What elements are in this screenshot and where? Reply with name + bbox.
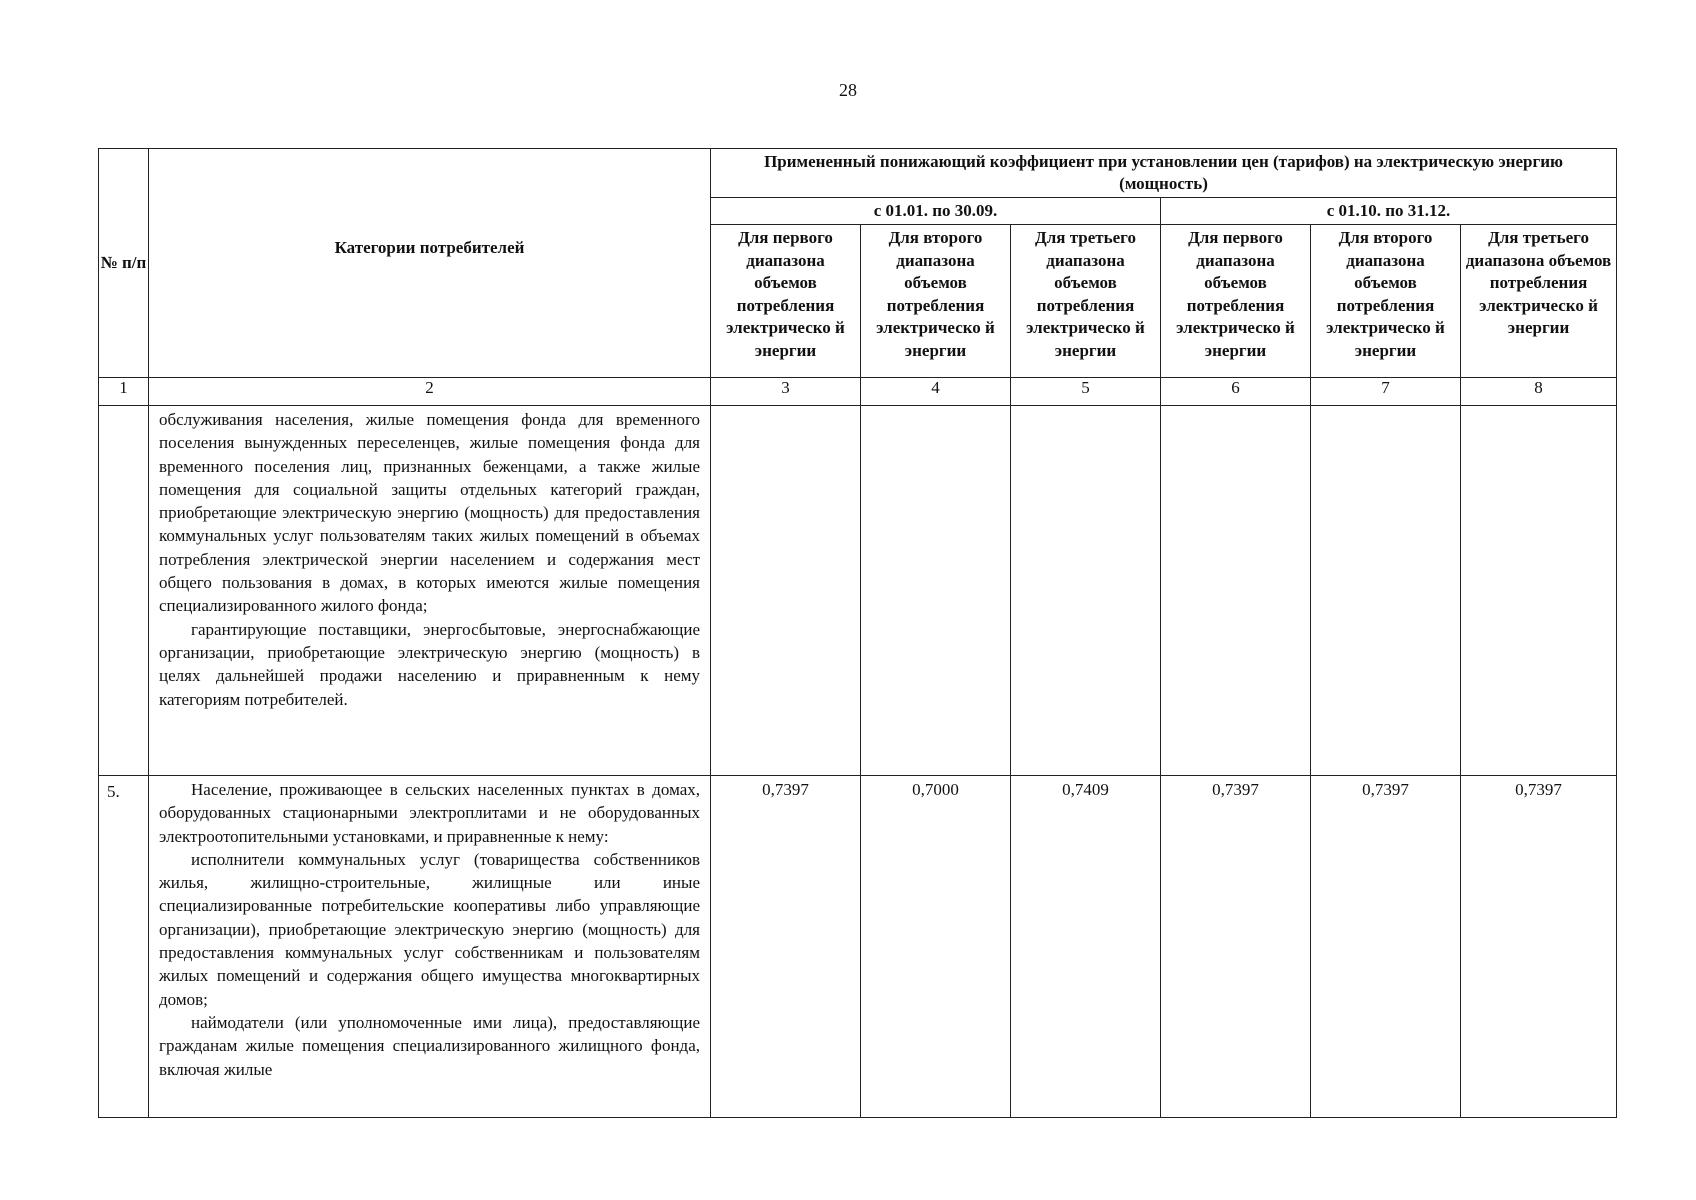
row-number <box>99 406 149 776</box>
row-value: 0,7409 <box>1011 776 1161 1118</box>
column-number: 5 <box>1011 378 1161 406</box>
header-category: Категории потребителей <box>149 149 711 378</box>
row-value <box>1311 406 1461 776</box>
header-range-p1-2: Для второго диапазона объемов потребления электрическо й энергии <box>861 225 1011 378</box>
header-period-1: с 01.01. по 30.09. <box>711 198 1161 225</box>
column-number: 3 <box>711 378 861 406</box>
row-value: 0,7397 <box>1161 776 1311 1118</box>
header-np: № п/п <box>99 149 149 378</box>
table-row <box>99 776 1617 1118</box>
header-range-p2-3: Для третьего диапазона объемов потребления электрическо й энергии <box>1461 225 1617 378</box>
header-row-title <box>99 149 1617 198</box>
category-paragraph: Население, проживающее в сельских населенных пунктах в домах, оборудованных стационарными электроплитами и не оборудованных электроотопительными установками, и приравненные к нему: <box>159 780 700 846</box>
row-value <box>1011 406 1161 776</box>
row-value: 0,7397 <box>1311 776 1461 1118</box>
header-coefficient-title: Примененный понижающий коэффициент при установлении цен (тарифов) на электрическую энергию (мощность) <box>711 149 1617 198</box>
row-value: 0,7397 <box>711 776 861 1118</box>
category-paragraph: исполнители коммунальных услуг (товарищества собственников жилья, жилищно-строительные, жилищные или иные специализированные потребительские кооперативы либо управляющие организации), приобретающие электрическую энергию (мощность) для предоставления коммунальных услуг собственникам и пользователям жилых помещений и содержания общего имущества многоквартирных домов; <box>159 849 700 1009</box>
column-number: 4 <box>861 378 1011 406</box>
row-value <box>711 406 861 776</box>
row-number: 5. <box>99 776 149 1118</box>
row-value: 0,7397 <box>1461 776 1617 1118</box>
header-range-p1-3: Для третьего диапазона объемов потребления электрическо й энергии <box>1011 225 1161 378</box>
header-range-p1-1: Для первого диапазона объемов потребления электрическо й энергии <box>711 225 861 378</box>
column-number: 6 <box>1161 378 1311 406</box>
row-category-text <box>149 406 711 776</box>
page-number: 28 <box>839 80 857 100</box>
table-row <box>99 406 1617 776</box>
header-period-2: с 01.10. по 31.12. <box>1161 198 1617 225</box>
category-paragraph: наймодатели (или уполномоченные ими лица), предоставляющие гражданам жилые помещения специализированного жилищного фонда, включая жилые <box>159 1012 700 1079</box>
row-value <box>861 406 1011 776</box>
column-number: 1 <box>99 378 149 406</box>
header-range-p2-2: Для второго диапазона объемов потребления электрическо й энергии <box>1311 225 1461 378</box>
column-number: 7 <box>1311 378 1461 406</box>
column-number: 8 <box>1461 378 1617 406</box>
column-number: 2 <box>149 378 711 406</box>
row-value: 0,7000 <box>861 776 1011 1118</box>
category-paragraph: обслуживания населения, жилые помещения фонда для временного поселения вынужденных переселенцев, жилые помещения фонда для временного поселения лиц, признанных беженцами, а также жилые помещения для социальной защиты отдельных категорий граждан, приобретающие электрическую энергию (мощность) для предоставления коммунальных услуг пользователям таких жилых помещений в объемах потребления электрической энергии населением и содержания мест общего пользования в домах, в которых имеются жилые помещения специализированного жилого фонда; <box>159 410 700 616</box>
column-number-row <box>99 378 1617 406</box>
row-value <box>1461 406 1617 776</box>
header-range-p2-1: Для первого диапазона объемов потребления электрическо й энергии <box>1161 225 1311 378</box>
row-category-text <box>149 776 711 1118</box>
category-paragraph: гарантирующие поставщики, энергосбытовые, энергоснабжающие организации, приобретающие электрическую энергию (мощность) в целях дальнейшей продажи населению и приравненным к нему категориям потребителей. <box>159 619 700 709</box>
row-value <box>1161 406 1311 776</box>
tariff-coefficient-table <box>98 148 1617 1118</box>
